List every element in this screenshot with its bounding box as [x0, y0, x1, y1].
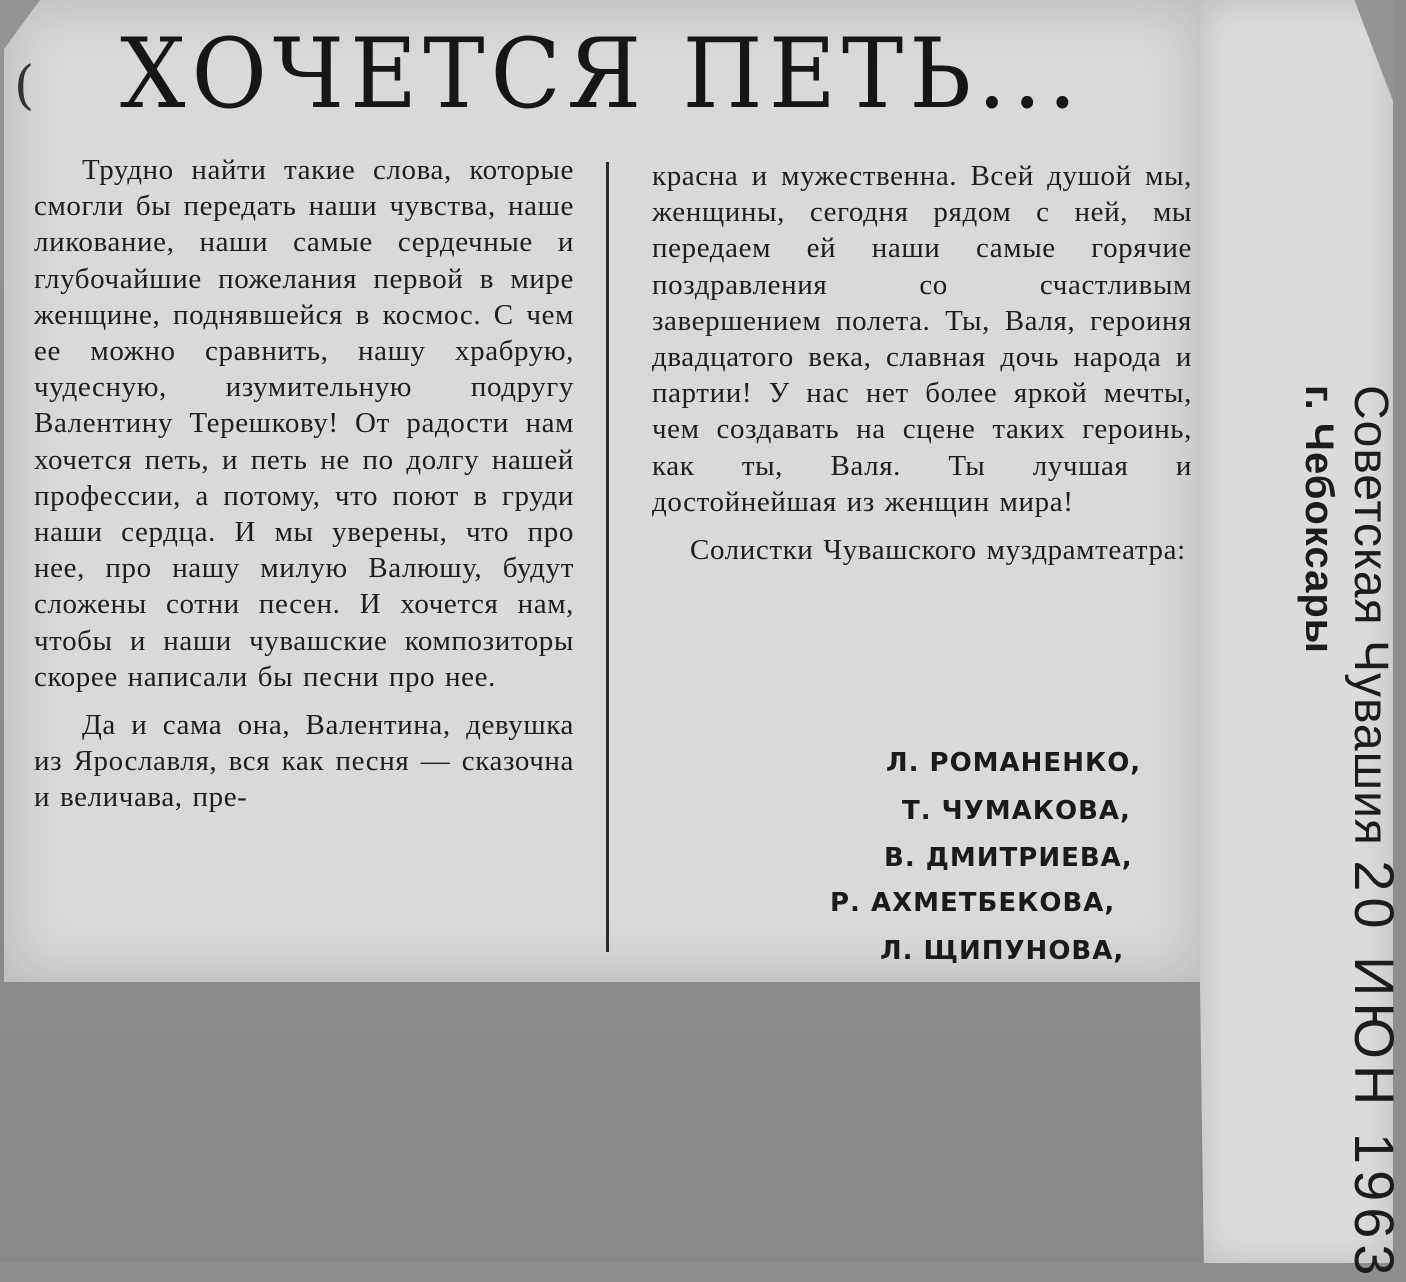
paragraph: красна и мужественна. Всей душой мы, женщины, сегодня рядом с ней, мы передаем ей наши самые горячие поздравления со счастливым завершением полета. Ты, Валя, героиня двадцатого века, славная дочь народа и партии! У нас нет более яркой мечты, чем создавать на сцене таких героинь, как ты, Валя. Ты лучшая и достойнейшая из женщин мира!: [652, 160, 1192, 518]
paragraph: Трудно найти такие слова, которые смогли бы передать наши чувства, наше ликование, наши самые сердечные и глубочайшие пожелания первой в мире женщине, поднявшейся в космос. С чем ее можно сравнить, нашу храбрую, чудесную, изумительную подругу Валентину Терешкову! От радости нам хочется петь, и петь не по долгу нашей профессии, а потому, что поют в груди наши сердца. И мы уверены, что про нее, про нашу милую Валюшу, будут сложены сотни песен. И хочется нам, чтобы и наши чувашские композиторы скорее написали бы песни про нее.: [34, 154, 574, 693]
stamp-city: г. Чебоксары: [1297, 385, 1341, 654]
stamp-date: 20 ИЮН 1963: [1343, 860, 1406, 1282]
archive-date-stamp: [1296, 385, 1406, 1282]
signature: В. ДМИТРИЕВА,: [884, 843, 1133, 873]
paragraph: Да и сама она, Валентина, девушка из Ярославля, вся как песня — сказочна и величава, пре-: [34, 709, 574, 814]
decorative-bracket: (: [14, 56, 35, 116]
left-column: [34, 152, 574, 816]
signature: Л. ЩИПУНОВА,: [880, 936, 1125, 966]
signature: Т. ЧУМАКОВА,: [902, 796, 1131, 826]
stamp-newspaper: Советская Чувашия: [1344, 385, 1397, 846]
column-divider: [606, 162, 609, 952]
article-headline: ХОЧЕТСЯ ПЕТЬ...: [120, 18, 1083, 131]
signature-intro: Солистки Чувашского муздрамтеатра:: [690, 534, 1186, 567]
signature: Р. АХМЕТБЕКОВА,: [830, 888, 1116, 918]
signature: Л. РОМАНЕНКО,: [886, 748, 1142, 778]
right-column: [652, 158, 1192, 568]
